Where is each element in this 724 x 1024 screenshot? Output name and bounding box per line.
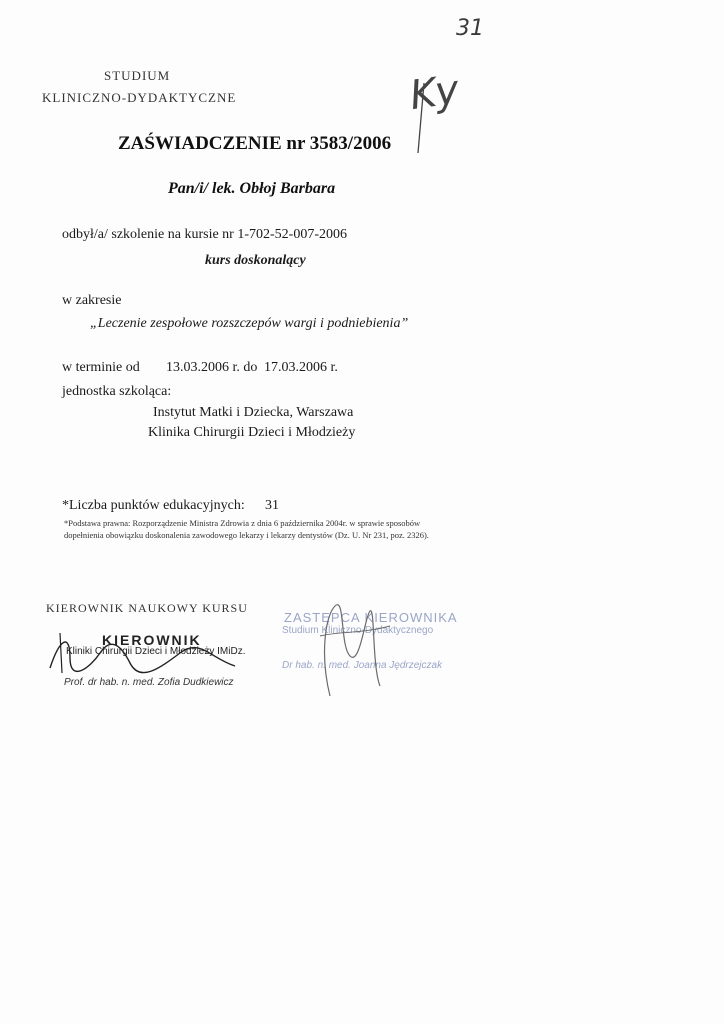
training-unit-name-line-1: Instytut Matki i Dziecka, Warszawa [153,405,354,420]
handwritten-initials: Ky [407,66,462,120]
term-label: w terminie od [62,360,140,375]
legal-basis-note: *Podstawa prawna: Rozporządzenie Ministra Zdrowia z dnia 6 października 2004r. w sprawie sposobów dopełnienia obowiązku doskonalenia zawodowego lekarzy i lekarzy dentystów (Dz. U. Nr 231, poz. 2326). [64,518,429,540]
date-to: 17.03.2006 r. [264,360,338,375]
education-points-value: 31 [265,498,279,513]
stamp-left-name: Prof. dr hab. n. med. Zofia Dudkiewicz [64,677,234,688]
education-points-label: *Liczba punktów edukacyjnych: [62,498,245,513]
course-director-label: KIEROWNIK NAUKOWY KURSU [46,601,248,615]
date-from: 13.03.2006 r. do [166,360,258,375]
certificate-title: ZAŚWIADCZENIE nr 3583/2006 [118,133,392,154]
stamp-right-title: ZASTĘPCA KIEROWNIKA [284,610,458,625]
course-type: kurs doskonalący [205,253,306,268]
stamp-left-clinic: Kliniki Chirurgii Dzieci i Młodzieży IMiDz. [66,646,246,657]
recipient-name: Pan/i/ lek. Obłoj Barbara [168,180,336,197]
institution-line-1: STUDIUM [104,68,171,83]
institution-line-2: KLINICZNO-DYDAKTYCZNE [42,90,237,105]
stamp-left-title: KIEROWNIK [102,632,202,648]
initials-stroke [410,78,450,158]
scope-label: w zakresie [62,293,122,308]
page-number: 31 [456,16,484,41]
stamp-right-institution: Studium Kliniczno-Dydaktycznego [282,625,434,636]
course-completed-text: odbył/a/ szkolenie na kursie nr 1-702-52-007-2006 [62,227,347,242]
scope-topic: „Leczenie zespołowe rozszczepów wargi i podniebienia” [90,316,409,331]
training-unit-name-line-2: Klinika Chirurgii Dzieci i Młodzieży [148,425,356,440]
right-signature [310,596,400,706]
stamp-right-name: Dr hab. n. med. Joanna Jędrzejczak [282,660,443,671]
training-unit-label: jednostka szkoląca: [62,384,172,399]
left-signature [40,628,240,678]
